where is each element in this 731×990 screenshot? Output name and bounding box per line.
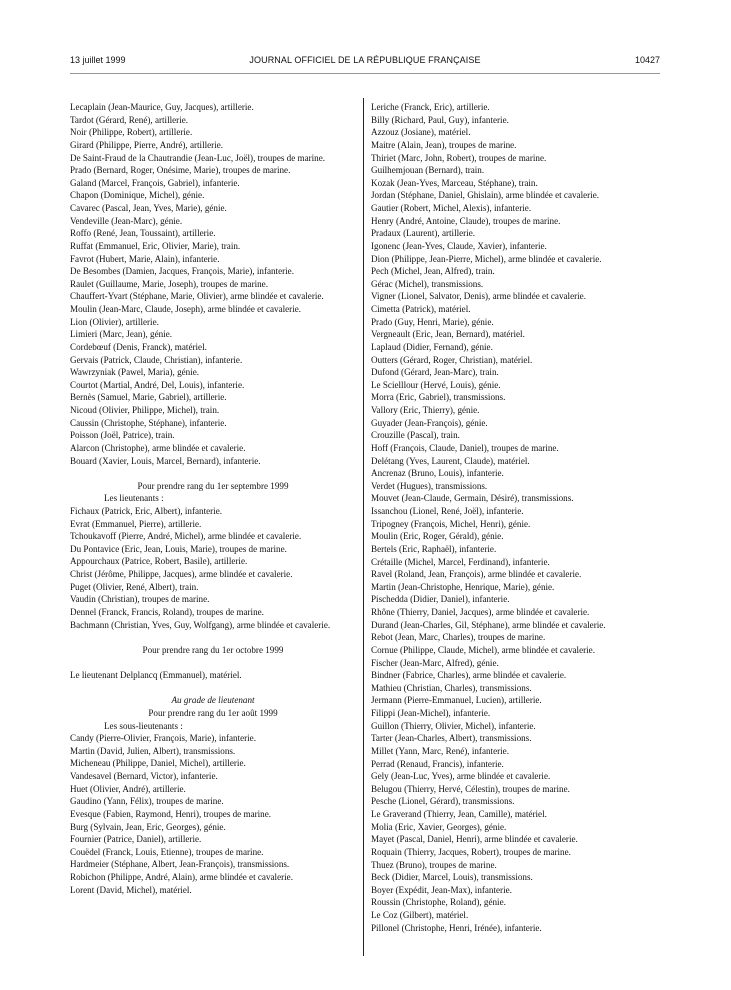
list-item: Crouzille (Pascal), train. [371, 430, 460, 441]
list-item: Cordebœuf (Denis, Franck), matériel. [70, 341, 207, 352]
list-item: Gérac (Michel), transmissions. [371, 278, 484, 289]
list-item: Christ (Jérôme, Philippe, Jacques), arme blindée et cavalerie. [70, 569, 293, 580]
list-item: Pillonel (Christophe, Henri, Irénée), infanterie. [371, 922, 542, 933]
list-item: Vigner (Lionel, Salvator, Denis), arme blindée et cavalerie. [371, 291, 586, 302]
list-item: Jordan (Stéphane, Daniel, Ghislain), arme blindée et cavalerie. [371, 190, 600, 201]
list-item: Noir (Philippe, Robert), artillerie. [70, 127, 193, 138]
list-item: Bernès (Samuel, Marie, Gabriel), artillerie. [70, 392, 227, 403]
list-item: Morra (Eric, Gabriel), transmissions. [371, 392, 506, 403]
list-item: Fournier (Patrice, Daniel), artillerie. [70, 834, 202, 845]
list-item: Roussin (Christophe, Roland), génie. [371, 897, 506, 908]
list-item: Mayet (Pascal, Daniel, Henri), arme blindée et cavalerie. [371, 834, 578, 845]
column-divider [363, 98, 364, 956]
list-item: Le Coz (Gilbert), matériel. [371, 910, 469, 920]
list-item: Robichon (Philippe, André, Alain), arme blindée et cavalerie. [70, 872, 293, 883]
list-item: Galand (Marcel, François, Gabriel), infanterie. [70, 177, 240, 188]
list-item: Prado (Guy, Henri, Marie), génie. [371, 316, 494, 327]
list-item: Hardmeier (Stéphane, Albert, Jean-François), transmissions. [70, 859, 290, 870]
list-item: Ravel (Roland, Jean, François), arme blindée et cavalerie. [371, 569, 582, 580]
list-item: Chauffert-Yvart (Stéphane, Marie, Olivier), arme blindée et cavalerie. [70, 291, 324, 302]
list-item: Micheneau (Philippe, Daniel, Michel), artillerie. [70, 758, 246, 769]
list-item: Tchoukavoff (Pierre, André, Michel), arme blindée et cavalerie. [70, 531, 302, 542]
list-item: Delétang (Yves, Laurent, Claude), matériel. [371, 455, 530, 466]
list-item: Laplaud (Didier, Fernand), génie. [371, 341, 493, 352]
list-item: Jermann (Pierre-Emmanuel, Lucien), artillerie. [371, 695, 542, 706]
list-item: Ruffat (Emmanuel, Eric, Olivier, Marie), train. [70, 240, 241, 251]
list-item: Tardot (Gérard, René), artillerie. [70, 114, 189, 125]
list-item: Leriche (Franck, Eric), artillerie. [371, 102, 490, 112]
list-item: Moulin (Eric, Roger, Gérald), génie. [371, 531, 504, 542]
rank-heading-september: Pour prendre rang du 1er septembre 1999 [137, 480, 289, 491]
list-item: Alarcon (Christophe), arme blindée et cavalerie. [70, 442, 246, 453]
list-item: De Besombes (Damien, Jacques, François, Marie), infanterie. [70, 266, 294, 277]
list-item: Appourchaux (Patrice, Robert, Basile), artillerie. [70, 556, 248, 567]
list-item: Candy (Pierre-Olivier, François, Marie), infanterie. [70, 733, 256, 744]
list-item: Gautier (Robert, Michel, Alexis), infanterie. [371, 203, 532, 213]
list-item: Molia (Eric, Xavier, Georges), génie. [371, 821, 507, 832]
list-item: Vallory (Eric, Thierry), génie. [371, 405, 480, 415]
list-item: Bertels (Eric, Raphaël), infanterie. [371, 543, 497, 554]
list-item: Wawrzyniak (Pawel, Maria), génie. [70, 367, 200, 378]
list-item: Dufond (Gérard, Jean-Marc), train. [371, 367, 499, 378]
list-item: Favrot (Hubert, Marie, Alain), infanterie. [70, 253, 220, 264]
list-item: Pischedda (Didier, Daniel), infanterie. [371, 594, 510, 605]
list-item: Durand (Jean-Charles, Gil, Stéphane), arme blindée et cavalerie. [371, 619, 606, 630]
list-item: Couëdel (Franck, Louis, Etienne), troupes de marine. [70, 846, 264, 857]
list-item: Rhône (Thierry, Daniel, Jacques), arme blindée et cavalerie. [371, 607, 590, 617]
lieutenants-label: Les lieutenants : [104, 493, 164, 504]
list-item: Nicoud (Olivier, Philippe, Michel), train. [70, 405, 220, 415]
list-item: Crétaille (Michel, Marcel, Ferdinand), infanterie. [371, 556, 550, 567]
list-item: Lorent (David, Michel), matériel. [70, 884, 192, 895]
list-item: Fischer (Jean-Marc, Alfred), génie. [371, 657, 499, 668]
header-rule [70, 73, 660, 74]
list-item: Vendeville (Jean-Marc), génie. [70, 215, 183, 226]
list-item: Dennel (Franck, Francis, Roland), troupes de marine. [70, 606, 264, 617]
list-item: Guyader (Jean-François), génie. [371, 417, 488, 428]
list-item: Roffo (René, Jean, Toussaint), artillerie. [70, 228, 216, 239]
list-item: Caussin (Christophe, Stéphane), infanterie. [70, 417, 227, 428]
list-item: Billy (Richard, Paul, Guy), infanterie. [371, 114, 509, 125]
list-item: Cavarec (Pascal, Jean, Yves, Marie), génie. [70, 203, 227, 213]
list-item: Mathieu (Christian, Charles), transmissions. [371, 682, 532, 693]
officer-list-2 [70, 505, 356, 631]
list-item: Maitre (Alain, Jean), troupes de marine. [371, 139, 517, 150]
list-item: Gervais (Patrick, Claude, Christian), infanterie. [70, 354, 243, 365]
list-item: Prado (Bernard, Roger, Onésime, Marie), troupes de marine. [70, 165, 291, 176]
list-item: Lion (Olivier), artillerie. [70, 316, 159, 327]
list-item: Cornue (Philippe, Claude, Michel), arme blindée et cavalerie. [371, 644, 595, 655]
header-page-number: 10427 [634, 55, 660, 65]
list-item: Guillon (Thierry, Olivier, Michel), infanterie. [371, 720, 536, 731]
list-item: Issanchou (Lionel, René, Joël), infanterie. [371, 506, 524, 516]
list-item: Limieri (Marc, Jean), génie. [70, 329, 173, 340]
list-item: Burg (Sylvain, Jean, Eric, Georges), génie. [70, 821, 226, 832]
list-item: Bindner (Fabrice, Charles), arme blindée et cavalerie. [371, 670, 567, 681]
list-item: Pesche (Lionel, Gérard), transmissions. [371, 796, 515, 807]
list-item: Chapon (Dominique, Michel), génie. [70, 190, 205, 201]
list-item: Mouvet (Jean-Claude, Germain, Désiré), transmissions. [371, 493, 574, 504]
list-item: Kozak (Jean-Yves, Marceau, Stéphane), train. [371, 177, 538, 188]
list-item: Thuez (Bruno), troupes de marine. [371, 859, 497, 870]
list-item: Perrad (Renaud, Francis), infanterie. [371, 758, 504, 769]
list-item: Gaudino (Yann, Félix), troupes de marine. [70, 796, 224, 807]
header-date: 13 juillet 1999 [70, 55, 126, 65]
list-item: Vandesavel (Bernard, Victor), infanterie. [70, 771, 218, 782]
list-item: Henry (André, Antoine, Claude), troupes de marine. [371, 215, 561, 226]
header-title: JOURNAL OFFICIEL DE LA RÉPUBLIQUE FRANÇAISE [249, 55, 481, 65]
list-item: Filippi (Jean-Michel), infanterie. [371, 708, 491, 718]
list-item: Guilhemjouan (Bernard), train. [371, 165, 485, 176]
list-item: Raulet (Guillaume, Marie, Joseph), troupes de marine. [70, 278, 268, 289]
list-item: Vaudin (Christian), troupes de marine. [70, 594, 210, 605]
list-item: Vergneault (Eric, Jean, Bernard), matériel. [371, 329, 525, 340]
page-header [70, 55, 660, 69]
list-item: Martin (David, Julien, Albert), transmissions. [70, 745, 236, 756]
list-item: Huet (Olivier, André), artillerie. [70, 783, 186, 794]
list-item: De Saint-Fraud de la Chautrandie (Jean-Luc, Joël), troupes de marine. [70, 152, 326, 163]
list-item: Beck (Didier, Marcel, Louis), transmissions. [371, 872, 533, 883]
list-item: Lecaplain (Jean-Maurice, Guy, Jacques), artillerie. [70, 102, 254, 112]
officer-list-3 [70, 732, 356, 896]
list-item: Pradaux (Laurent), artillerie. [371, 228, 476, 239]
list-item: Du Pontavice (Eric, Jean, Louis, Marie), troupes de marine. [70, 543, 287, 554]
list-item: Pech (Michel, Jean, Alfred), train. [371, 266, 495, 277]
list-item: Boyer (Expédit, Jean-Max), infanterie. [371, 884, 512, 895]
left-column [70, 101, 356, 896]
list-item: Courtot (Martial, André, Del, Louis), infanterie. [70, 379, 245, 390]
list-item: Evrat (Emmanuel, Pierre), artillerie. [70, 518, 202, 529]
list-item: Dion (Philippe, Jean-Pierre, Michel), arme blindée et cavalerie. [371, 253, 602, 264]
list-item: Bachmann (Christian, Yves, Guy, Wolfgang), arme blindée et cavalerie. [70, 619, 331, 630]
list-item: Fichaux (Patrick, Eric, Albert), infanterie. [70, 505, 223, 516]
sous-lieutenants-label: Les sous-lieutenants : [104, 720, 183, 731]
list-item: Outters (Gérard, Roger, Christian), matériel. [371, 354, 533, 365]
rank-heading-october: Pour prendre rang du 1er octobre 1999 [142, 644, 284, 655]
list-item: Belugou (Thierry, Hervé, Célestin), troupes de marine. [371, 783, 570, 794]
list-item: Poisson (Joël, Patrice), train. [70, 430, 175, 441]
list-item: Thiriet (Marc, John, Robert), troupes de marine. [371, 152, 547, 163]
right-column [371, 101, 661, 934]
rank-heading-august: Pour prendre rang du 1er août 1999 [148, 707, 278, 718]
list-item: Millet (Yann, Marc, René), infanterie. [371, 745, 509, 756]
list-item: Evesque (Fabien, Raymond, Henri), troupes de marine. [70, 808, 272, 819]
grade-heading: Au grade de lieutenant [171, 695, 255, 706]
list-item: Verdet (Hugues), transmissions. [371, 480, 488, 491]
list-item: Tripogney (François, Michel, Henri), génie. [371, 518, 531, 529]
list-item: Puget (Olivier, René, Albert), train. [70, 581, 199, 592]
list-item: Roquain (Thierry, Jacques, Robert), troupes de marine. [371, 846, 571, 857]
list-item: Martin (Jean-Christophe, Henrique, Marie), génie. [371, 581, 555, 592]
list-item: Ancrenaz (Bruno, Louis), infanterie. [371, 468, 504, 479]
list-item: Le Graverand (Thierry, Jean, Camille), matériel. [371, 809, 547, 819]
list-item: Rebot (Jean, Marc, Charles), troupes de marine. [371, 632, 546, 643]
list-item: Gely (Jean-Luc, Yves), arme blindée et cavalerie. [371, 771, 551, 782]
officer-list-right [371, 101, 661, 934]
list-item: Moulin (Jean-Marc, Claude, Joseph), arme blindée et cavalerie. [70, 304, 302, 314]
list-item: Girard (Philippe, Pierre, André), artillerie. [70, 139, 224, 150]
list-item: Tarter (Jean-Charles, Albert), transmissions. [371, 733, 532, 744]
list-item: Bouard (Xavier, Louis, Marcel, Bernard), infanterie. [70, 455, 261, 466]
entry-delplancq: Le lieutenant Delplancq (Emmanuel), matériel. [70, 670, 242, 681]
list-item: Le Scielllour (Hervé, Louis), génie. [371, 379, 501, 390]
list-item: Igonenc (Jean-Yves, Claude, Xavier), infanterie. [371, 240, 547, 251]
list-item: Azzouz (Josiane), matériel. [371, 127, 471, 138]
list-item: Cimetta (Patrick), matériel. [371, 304, 471, 314]
officer-list-1 [70, 101, 356, 467]
list-item: Hoff (François, Claude, Daniel), troupes de marine. [371, 442, 559, 453]
